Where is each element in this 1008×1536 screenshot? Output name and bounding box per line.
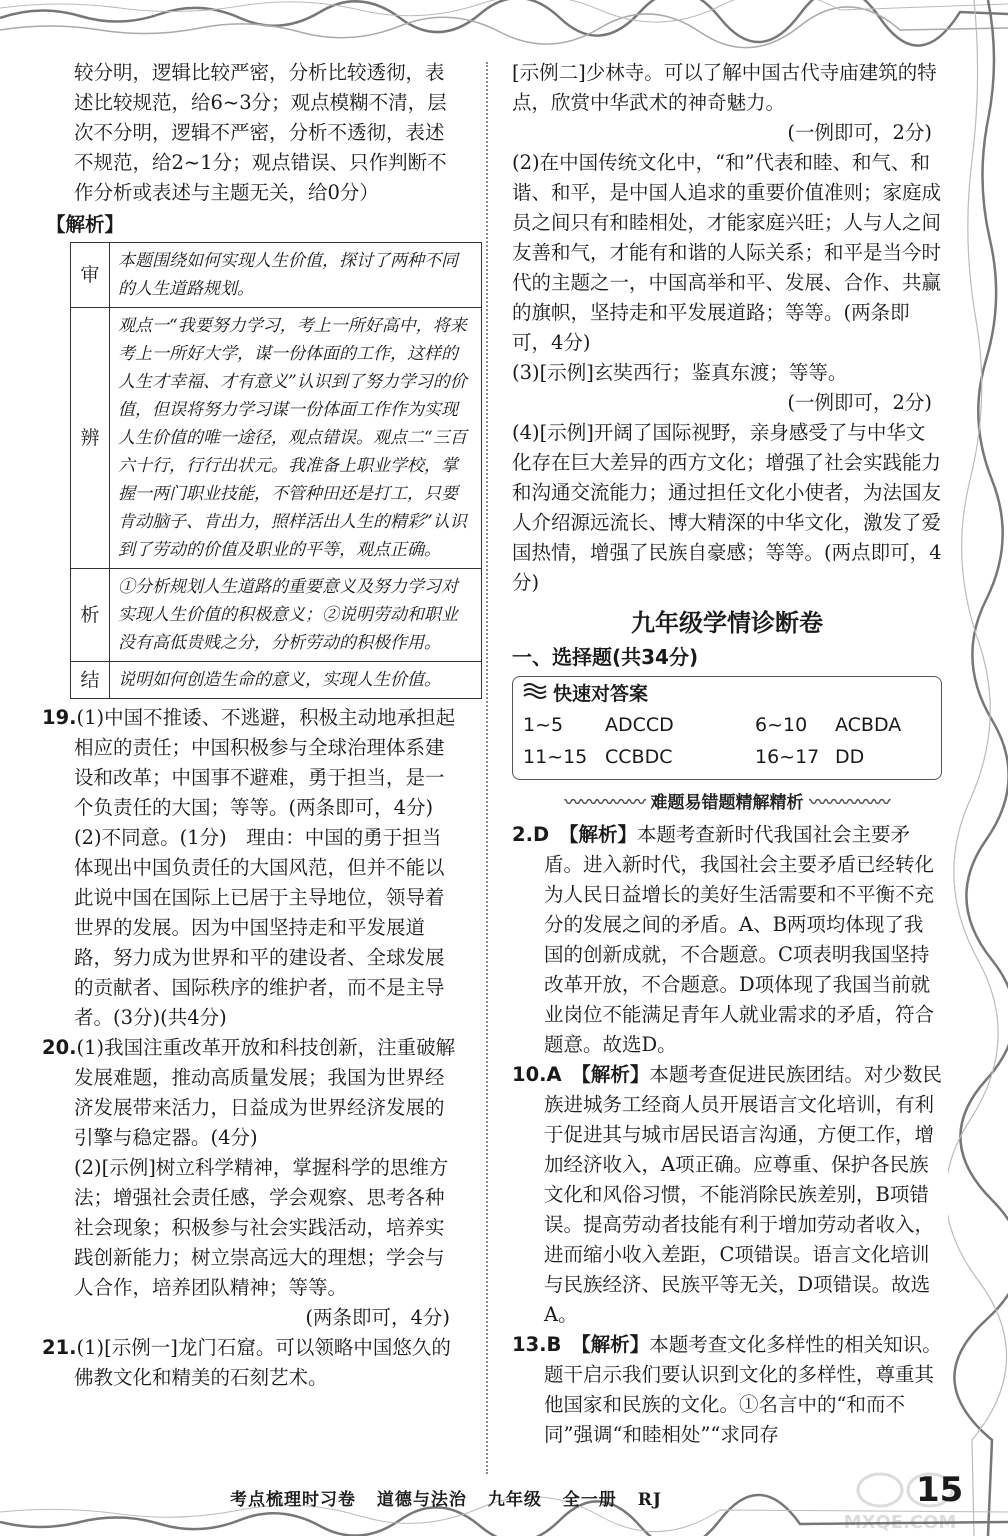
score-note: (一例即可，2分) bbox=[787, 391, 932, 414]
answer-text: (4)[示例]开阔了国际视野，亲身感受了与中华文化存在巨大差异的西方文化；增强了社会实践能力和沟通交流能力；通过担任文化小使者，为法国友人介绍源远流长、博大精深的中华文化，激发了爱国热情，增强了民族自豪感；等等。(两点即可，4分) bbox=[512, 421, 942, 594]
footer-volume: 全一册 bbox=[562, 1490, 617, 1510]
quick-answer-title: 快速对答案 bbox=[553, 683, 649, 705]
answer-text: (1)中国不推诿、不逃避，积极主动地承担起相应的责任；中国积极参与全球治理体系建设和改革；中国事不避难，勇于担当，是一个负责任的大国；等等。(两条即可，4分) bbox=[74, 706, 456, 819]
question-number: 10.A bbox=[512, 1063, 562, 1086]
answer-range: 1~5 bbox=[523, 714, 564, 736]
footer-series: 考点梳理时习卷 bbox=[230, 1490, 356, 1510]
question-19 bbox=[42, 703, 460, 1033]
analysis-tag: 【解析】 bbox=[580, 1333, 650, 1356]
analysis-tag: 【解析】 bbox=[568, 823, 637, 846]
explanation-2 bbox=[512, 820, 942, 1060]
left-column bbox=[42, 58, 467, 1393]
explanation-10 bbox=[512, 1060, 942, 1330]
question-number: 20. bbox=[42, 1036, 77, 1059]
score-note: (一例即可，2分) bbox=[787, 121, 932, 144]
column-divider bbox=[486, 62, 488, 1474]
answer-range: 16~17 bbox=[755, 746, 820, 768]
analysis-label: 【解析】 bbox=[46, 213, 125, 236]
answer-range: 6~10 bbox=[755, 714, 808, 736]
answer-keys: DD bbox=[835, 746, 865, 768]
analysis-value: 观点一“我要努力学习，考上一所好高中，将来考上一所好大学，谋一份体面的工作，这样的人生才幸福、才有意义”认识到了努力学习的价值，但误将努力学习谋一份体面工作作为实现人生价值的唯一途径，观点错误。观点二“三百六十行，行行出状元。我准备上职业学校，掌握一两门职业技能，不管种田还是打工，只要肯动脑子、肯出力，照样活出人生的精彩”认识到了劳动的价值及职业的平等，观点正确。 bbox=[110, 308, 482, 569]
page-number: 15 bbox=[916, 1470, 964, 1510]
banner-title: 难题易错题精解精析 bbox=[650, 793, 804, 813]
analysis-value: ①分析规划人生道路的重要意义及努力学习对实现人生价值的积极意义；②说明劳动和职业没有高低贵贱之分，分析劳动的积极作用。 bbox=[110, 569, 482, 662]
footer-subject: 道德与法治 bbox=[376, 1490, 467, 1510]
page-footer bbox=[230, 1485, 676, 1510]
answer-text: (1)[示例一]龙门石窟。可以领略中国悠久的佛教文化和精美的石刻艺术。 bbox=[74, 1336, 451, 1389]
right-column bbox=[512, 58, 942, 1450]
analysis-row-bian bbox=[71, 308, 482, 569]
analysis-table bbox=[70, 242, 482, 699]
explanation-banner bbox=[512, 788, 942, 818]
watermark-text: MXQE.COM bbox=[843, 1512, 957, 1533]
analysis-key: 结 bbox=[71, 662, 110, 699]
answer-text: (3)[示例]玄奘西行；鉴真东渡；等等。 bbox=[512, 361, 848, 384]
analysis-tag: 【解析】 bbox=[581, 1063, 650, 1086]
answer-text: [示例二]少林寺。可以了解中国古代寺庙建筑的特点，欣赏中华武术的神奇魅力。 bbox=[512, 61, 937, 114]
quick-answer-header bbox=[523, 679, 931, 709]
footer-grade: 九年级 bbox=[487, 1490, 542, 1510]
wave-lines-icon bbox=[523, 679, 547, 709]
analysis-key: 析 bbox=[71, 569, 110, 662]
section-title: 九年级学情诊断卷 bbox=[631, 609, 823, 637]
explanation-text: 本题考查文化多样性的相关知识。题干启示我们要认识到文化的多样性，尊重其他国家和民族的文化。①名言中的“和而不同”强调“和睦相处”“求同存 bbox=[544, 1333, 942, 1446]
explanation-text: 本题考查新时代我国社会主要矛盾。进入新时代，我国社会主要矛盾已经转化为人民日益增长的美好生活需要和不平衡不充分的发展之间的矛盾。A、B两项均体现了我国的创新成就，不合题意。C项表明我国坚持改革开放，不合题意。D项体现了我国当前就业岗位不能满足青年人就业需求的矛盾，符合题意。故选D。 bbox=[544, 823, 935, 1056]
right-wavy-border bbox=[948, 0, 1008, 1536]
analysis-value: 本题围绕如何实现人生价值，探讨了两种不同的人生道路规划。 bbox=[110, 243, 482, 308]
scoring-criteria-text: 较分明，逻辑比较严密，分析比较透彻，表述比较规范，给6~3分；观点模糊不清，层次不分明，逻辑不严密，分析不透彻，表述不规范，给2~1分；观点错误、只作判断不作分析或表述与主题无关，给0分） bbox=[74, 61, 447, 204]
banner-wave-left: 〰〰〰〰〰 bbox=[564, 793, 645, 813]
answer-row bbox=[523, 741, 931, 773]
answer-text: (2)[示例]树立科学精神，掌握科学的思维方法；增强社会责任感，学会观察、思考各种社会现象；积极参与社会实践活动，培养实践创新能力；树立崇高远大的理想；学会与人合作，培养团队精神；等等。 bbox=[74, 1156, 449, 1299]
analysis-row-jie bbox=[71, 662, 482, 699]
analysis-row-shen bbox=[71, 243, 482, 308]
score-note: (两条即可，4分) bbox=[305, 1306, 450, 1329]
answer-keys: CCBDC bbox=[605, 746, 673, 768]
question-number: 13.B bbox=[512, 1333, 562, 1356]
quick-answer-box bbox=[512, 676, 942, 780]
explanation-13 bbox=[512, 1330, 942, 1450]
analysis-value: 说明如何创造生命的意义，实现人生价值。 bbox=[110, 662, 482, 699]
answer-text: (1)我国注重改革开放和科技创新，注重破解发展难题，推动高质量发展；我国为世界经济发展带来活力，日益成为世界经济发展的引擎与稳定器。(4分) bbox=[74, 1036, 456, 1149]
question-number: 2.D bbox=[512, 823, 550, 846]
answer-keys: ADCCD bbox=[605, 714, 674, 736]
question-20 bbox=[42, 1033, 460, 1333]
question-number: 21. bbox=[42, 1336, 77, 1359]
banner-wave-right: 〰〰〰〰〰 bbox=[809, 793, 890, 813]
analysis-row-xi bbox=[71, 569, 482, 662]
question-21 bbox=[42, 1333, 460, 1393]
answer-keys: ACBDA bbox=[835, 714, 902, 736]
answer-text: (2)不同意。(1分) 理由：中国的勇于担当体现出中国负责任的大国风范，但并不能以此说中国在国际上已居于主导地位，领导着世界的发展。因为中国坚持走和平发展道路，努力成为世界和平的建设者、全球发展的贡献者、国际秩序的维护者，而不是主导者。(3分)(共4分) bbox=[74, 826, 445, 1029]
answer-text: (2)在中国传统文化中，“和”代表和睦、和气、和谐、和平，是中国人追求的重要价值准则；家庭成员之间只有和睦相处，才能家庭兴旺；人与人之间友善和气，才能有和谐的人际关系；和平是当今时代的主题之一，中国高举和平、发展、合作、共赢的旗帜，坚持走和平发展道路；等等。(两条即可，4分) bbox=[512, 151, 942, 354]
answer-row bbox=[523, 709, 931, 741]
question-number: 19. bbox=[42, 706, 77, 729]
footer-edition: RJ bbox=[637, 1490, 662, 1510]
analysis-key: 辨 bbox=[71, 308, 110, 569]
analysis-key: 审 bbox=[71, 243, 110, 308]
answer-range: 11~15 bbox=[523, 746, 588, 768]
explanation-text: 本题考查促进民族团结。对少数民族进城务工经商人员开展语言文化培训，有利于促进其与城市居民语言沟通，方便工作，增加经济收入，A项正确。应尊重、保护各民族文化和风俗习惯，不能消除民族差别，B项错误。提高劳动者技能有利于增加劳动者收入，进而缩小收入差距，C项错误。语言文化培训与民族经济、民族平等无关，D项错误。故选A。 bbox=[544, 1063, 942, 1326]
choice-section-title: 一、选择题(共34分) bbox=[512, 645, 699, 669]
